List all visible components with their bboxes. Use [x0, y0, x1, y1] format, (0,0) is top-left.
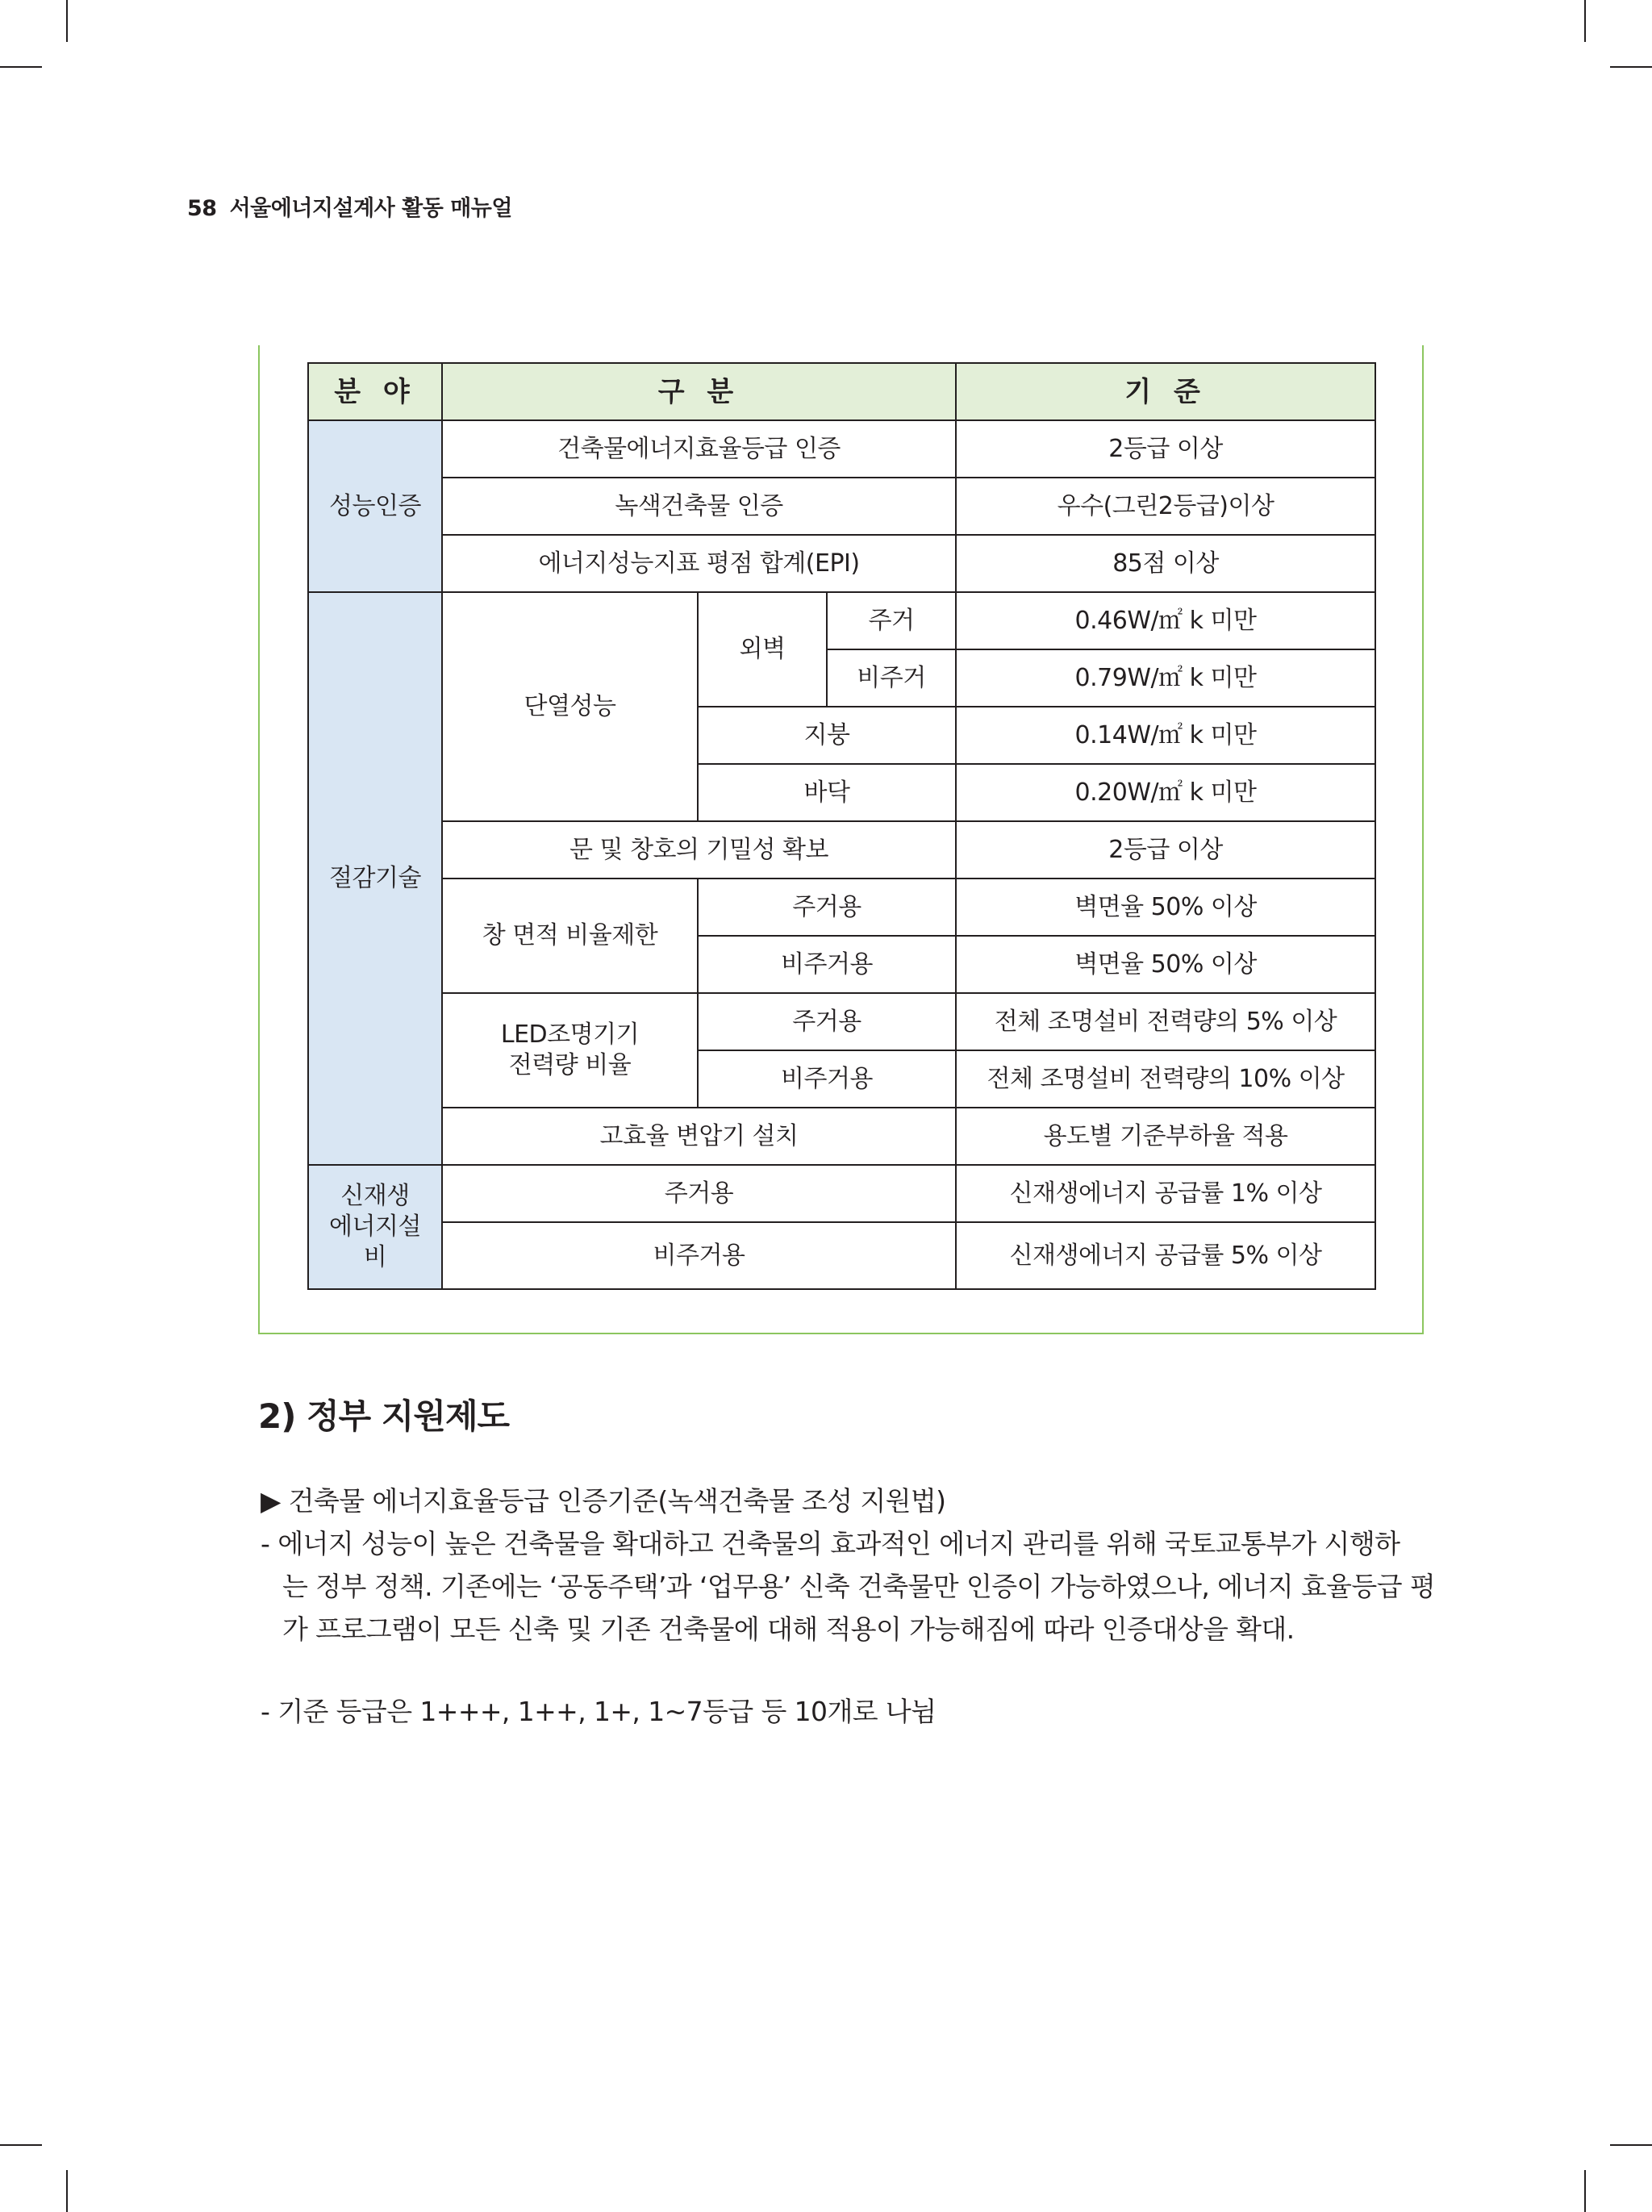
crop-mark: [66, 0, 68, 42]
crop-mark: [0, 66, 42, 68]
table-row: [308, 535, 1375, 592]
page-header: [187, 190, 512, 222]
cell-value: 0.20W/㎡ k 미만: [956, 764, 1375, 821]
cell-item: 에너지성능지표 평점 합계(EPI): [442, 535, 956, 592]
cell-item: 건축물에너지효율등급 인증: [442, 420, 956, 478]
renewable-label-line: 비: [363, 1243, 387, 1271]
field-saving: 절감기술: [308, 592, 442, 1165]
cell-sub: 주거: [827, 592, 956, 649]
paragraph-line: - 에너지 성능이 높은 건축물을 확대하고 건축물의 효과적인 에너지 관리를 위해 국토교통부가 시행하: [261, 1528, 1400, 1559]
cell-value: 0.46W/㎡ k 미만: [956, 592, 1375, 649]
table-row: [308, 993, 1375, 1050]
manual-title: 서울에너지설계사 활동 매뉴얼: [229, 196, 512, 221]
header-criteria: 기 준: [956, 363, 1375, 420]
cell-wall: 외벽: [698, 592, 827, 707]
crop-mark: [1584, 0, 1586, 42]
led-label-line: 전력량 비율: [508, 1051, 632, 1079]
cell-value: 용도별 기준부하율 적용: [956, 1108, 1375, 1165]
standards-table: [307, 362, 1376, 1290]
cell-window: 창 면적 비율제한: [442, 879, 698, 993]
bullet-heading: ▶ 건축물 에너지효율등급 인증기준(녹색건축물 조성 지원법): [261, 1485, 946, 1517]
crop-mark: [1610, 2144, 1652, 2146]
cell-value: 2등급 이상: [956, 821, 1375, 879]
cell-item: 비주거용: [442, 1222, 956, 1289]
section-title: 2) 정부 지원제도: [258, 1396, 510, 1436]
cell-sub: 주거용: [698, 993, 956, 1050]
crop-mark: [1584, 2170, 1586, 2212]
cell-value: 0.14W/㎡ k 미만: [956, 707, 1375, 764]
cell-value: 전체 조명설비 전력량의 5% 이상: [956, 993, 1375, 1050]
cell-insulation: 단열성능: [442, 592, 698, 821]
renewable-label-line: 에너지설: [329, 1212, 421, 1241]
table-row: [308, 478, 1375, 535]
cell-value: 벽면율 50% 이상: [956, 936, 1375, 993]
cell-value: 신재생에너지 공급률 5% 이상: [956, 1222, 1375, 1289]
cell-sub: 비주거: [827, 649, 956, 707]
crop-mark: [1610, 66, 1652, 68]
cell-led: [442, 993, 698, 1108]
table-row: [308, 879, 1375, 936]
crop-mark: [66, 2170, 68, 2212]
cell-value: 85점 이상: [956, 535, 1375, 592]
cell-item: 주거용: [442, 1165, 956, 1222]
cell-sub: 비주거용: [698, 1050, 956, 1108]
table-header-row: [308, 363, 1375, 420]
table-row: [308, 821, 1375, 879]
cell-sub: 지붕: [698, 707, 956, 764]
field-renewable: [308, 1165, 442, 1289]
header-field: 분 야: [308, 363, 442, 420]
cell-sub: 주거용: [698, 879, 956, 936]
paragraph-line: 가 프로그램이 모든 신축 및 기존 건축물에 대해 적용이 가능해짐에 따라 인증대상을 확대.: [282, 1613, 1295, 1645]
led-label-line: LED조명기기: [500, 1020, 640, 1049]
table-row: [308, 592, 1375, 649]
table-row: [308, 1108, 1375, 1165]
page-number: 58: [187, 196, 217, 221]
cell-item: 고효율 변압기 설치: [442, 1108, 956, 1165]
paragraph-line: - 기준 등급은 1+++, 1++, 1+, 1~7등급 등 10개로 나뉨: [261, 1696, 937, 1727]
cell-value: 우수(그린2등급)이상: [956, 478, 1375, 535]
paragraph-line: 는 정부 정책. 기존에는 ‘공동주택’과 ‘업무용’ 신축 건축물만 인증이 가능하였으나, 에너지 효율등급 평: [282, 1571, 1436, 1602]
field-performance: 성능인증: [308, 420, 442, 592]
table-row: [308, 1222, 1375, 1289]
header-category: 구 분: [442, 363, 956, 420]
cell-item: 문 및 창호의 기밀성 확보: [442, 821, 956, 879]
cell-value: 2등급 이상: [956, 420, 1375, 478]
cell-value: 벽면율 50% 이상: [956, 879, 1375, 936]
table-row: [308, 1165, 1375, 1222]
cell-item: 녹색건축물 인증: [442, 478, 956, 535]
renewable-label-line: 신재생: [340, 1182, 410, 1210]
cell-value: 0.79W/㎡ k 미만: [956, 649, 1375, 707]
cell-sub: 바닥: [698, 764, 956, 821]
cell-value: 신재생에너지 공급률 1% 이상: [956, 1165, 1375, 1222]
cell-sub: 비주거용: [698, 936, 956, 993]
crop-mark: [0, 2144, 42, 2146]
cell-value: 전체 조명설비 전력량의 10% 이상: [956, 1050, 1375, 1108]
table-row: [308, 420, 1375, 478]
